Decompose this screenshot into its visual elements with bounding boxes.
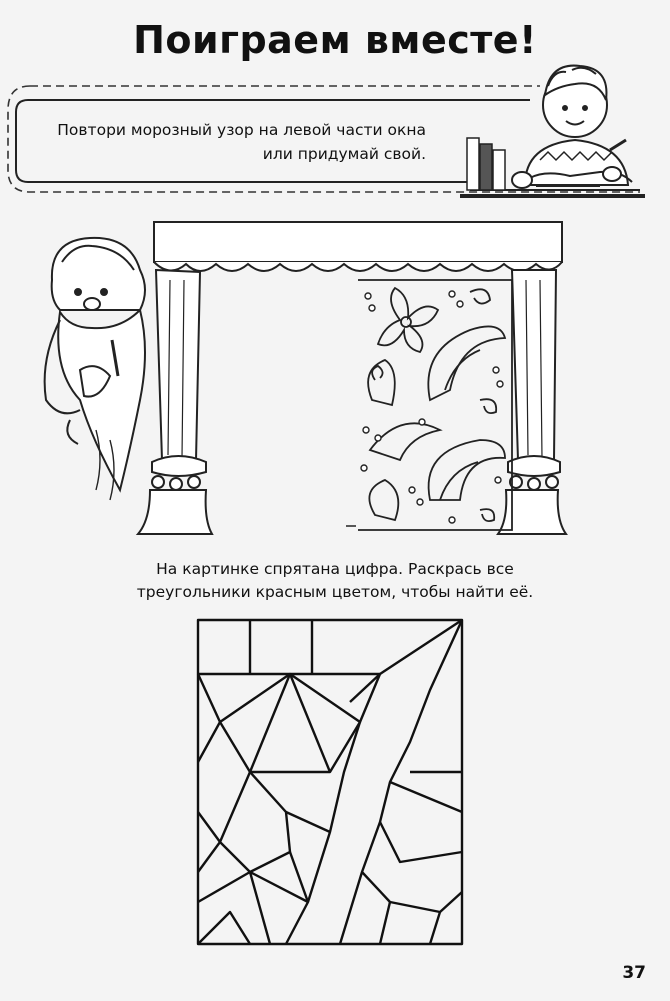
frost-pattern-illustration (358, 280, 512, 530)
page-title: Поиграем вместе! (133, 18, 537, 62)
window-illustration (0, 200, 670, 560)
books-icon (467, 138, 505, 190)
left-curtain (138, 270, 212, 534)
task1-instructions (6, 118, 426, 166)
task1-line2: или придумай свой. (262, 145, 426, 163)
task2-line1: На картинке спрятана цифра. Раскрась все (156, 560, 514, 578)
ded-moroz-illustration (45, 238, 145, 500)
task2-instructions (0, 558, 670, 604)
boy-reading-illustration (512, 66, 632, 188)
puzzle-frame (198, 620, 462, 944)
hidden-digit-puzzle[interactable] (190, 612, 475, 952)
instruction-banner (0, 0, 670, 230)
task2-line2: треугольники красным цветом, чтобы найти её. (136, 583, 534, 601)
page-number: 37 (622, 963, 646, 983)
right-curtain (498, 270, 566, 534)
task1-line1: Повтори морозный узор на левой части окна (57, 121, 426, 139)
curtain-pelmet (154, 222, 562, 271)
